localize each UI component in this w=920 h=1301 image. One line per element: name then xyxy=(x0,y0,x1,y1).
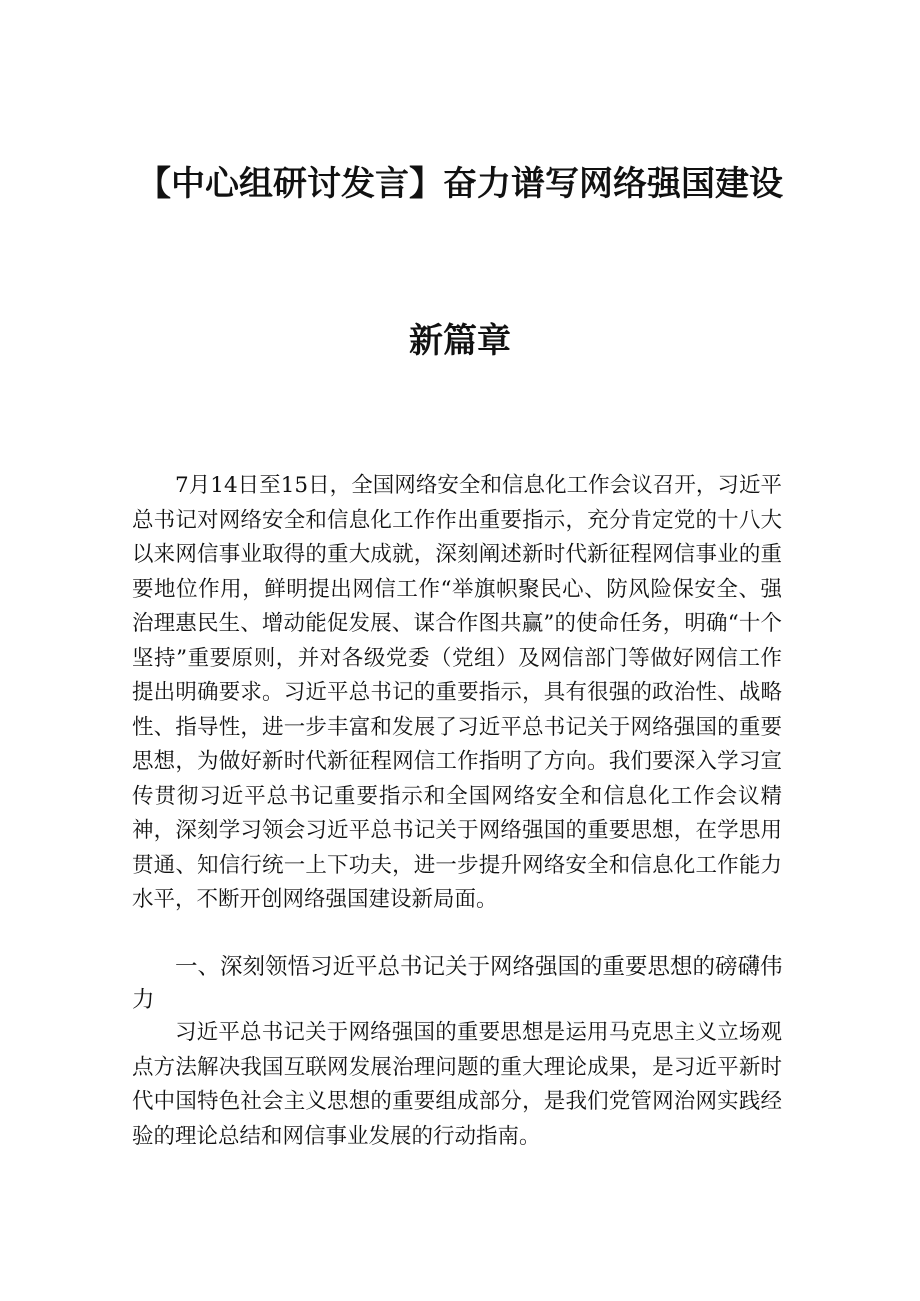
document-title-line-1: 【中心组研讨发言】奋力谱写网络强国建设 xyxy=(137,164,783,204)
section-1-heading: 一、深刻领悟习近平总书记关于网络强国的重要思想的磅礴伟力 xyxy=(132,954,783,1013)
document-title-line-2: 新篇章 xyxy=(409,321,511,361)
intro-paragraph: 7月14日至15日，全国网络安全和信息化工作会议召开，习近平总书记对网络安全和信息化工作作出重要指示，充分肯定党的十八大以来网信事业取得的重大成就，深刻阐述新时代新征程网信事业的重要地位作用，鲜明提出网信工作“举旗帜聚民心、防风险保安全、强治理惠民生、增动能促发展、谋合作图共赢”的使命任务，明确“十个坚持”重要原则，并对各级党委（党组）及网信部门等做好网信工作提出明确要求。习近平总书记的重要指示，具有很强的政治性、战略性、指导性，进一步丰富和发展了习近平总书记关于网络强国的重要思想，为做好新时代新征程网信工作指明了方向。我们要深入学习宣传贯彻习近平总书记重要指示和全国网络安全和信息化工作会议精神，深刻学习领会习近平总书记关于网络强国的重要思想，在学思用贯通、知信行统一上下功夫，进一步提升网络安全和信息化工作能力水平，不断开创网络强国建设新局面。 xyxy=(132,473,782,912)
section-1-paragraph: 习近平总书记关于网络强国的重要思想是运用马克思主义立场观点方法解决我国互联网发展治理问题的重大理论成果，是习近平新时代中国特色社会主义思想的重要组成部分，是我们党管网治网实践经验的理论总结和网信事业发展的行动指南。 xyxy=(132,1020,782,1149)
